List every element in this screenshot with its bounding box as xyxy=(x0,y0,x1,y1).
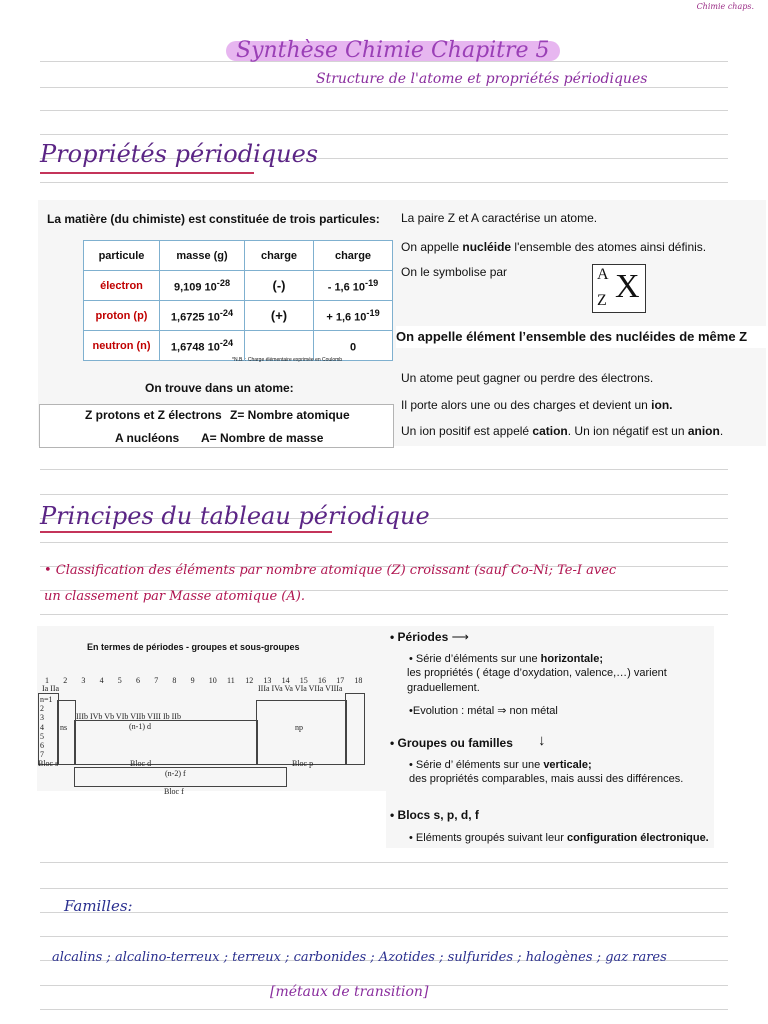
families-label: Familles: xyxy=(64,897,133,915)
section-heading-properties: Propriétés périodiques xyxy=(40,140,319,168)
group-number: 18 xyxy=(354,676,363,685)
group-number: 17 xyxy=(336,676,345,685)
particle-charge xyxy=(245,331,314,361)
classification-note-line2: un classement par Masse atomique (A). xyxy=(44,589,305,604)
group-number: 6 xyxy=(136,676,140,685)
table-row xyxy=(84,301,393,331)
atom-composition-box xyxy=(39,404,394,448)
page-title: Synthèse Chimie Chapitre 5 xyxy=(236,38,550,63)
mass-number-text: A= Nombre de masse xyxy=(201,431,324,445)
particle-name: proton (p) xyxy=(84,301,160,331)
bloc-d-label: Bloc d xyxy=(130,759,152,768)
page-subtitle: Structure de l'atome et propriétés périodiques xyxy=(316,71,648,87)
in-atom-caption: On trouve dans un atome: xyxy=(145,381,294,395)
pair-text: La paire Z et A caractérise un atome. xyxy=(401,211,598,225)
periodic-title: En termes de périodes - groupes et sous-groupes xyxy=(87,642,300,652)
period-number: 4 xyxy=(40,722,44,732)
particle-mass: 1,6725 $10^{-24}$ xyxy=(160,301,245,331)
d-block xyxy=(74,720,258,765)
classification-note-line1: • Classification des éléments par nombre atomique (Z) croissant (sauf Co-Ni; Te-I avec xyxy=(44,563,617,578)
noble-col xyxy=(345,693,365,765)
blocks-line1: • Eléments groupés suivant leur configuration électronique. xyxy=(409,832,709,844)
col-header: masse (g) xyxy=(160,241,245,271)
group-number: 9 xyxy=(190,676,195,685)
table-row xyxy=(84,271,393,301)
particle-name: électron xyxy=(84,271,160,301)
period-number: n=1 xyxy=(40,695,53,704)
element-definition: On appelle élément l’ensemble des nucléides de même Z xyxy=(396,326,766,348)
gain-electrons-text: Un atome peut gagner ou perdre des électrons. xyxy=(401,371,654,385)
group-number: 2 xyxy=(63,676,68,685)
particles-table xyxy=(83,240,393,361)
particle-mass: 1,6748 $10^{-24}$ xyxy=(160,331,245,361)
particle-charge: (-) xyxy=(245,271,314,301)
p-block xyxy=(256,700,347,765)
families-list: alcalins ; alcalino-terreux ; terreux ; carbonides ; Azotides ; sulfurides ; halogènes ; gaz rares xyxy=(52,950,667,965)
group-number: 3 xyxy=(81,676,86,685)
blocks-heading: • Blocs s, p, d, f xyxy=(390,808,479,822)
np-label: np xyxy=(295,723,303,732)
period-number: 3 xyxy=(40,713,44,723)
group-labels-right: IIIa IVa Va VIa VIIa VIIIa xyxy=(258,684,343,693)
group-number: 5 xyxy=(117,676,122,685)
n1d-label: (n-1) d xyxy=(129,722,151,731)
ns-label: ns xyxy=(60,723,68,732)
period-number: 7 xyxy=(40,750,44,760)
col-header: particule xyxy=(84,241,160,271)
col-header: charge xyxy=(245,241,314,271)
group-number: 15 xyxy=(299,676,308,685)
group-number: 7 xyxy=(154,676,159,685)
transition-metals-note: [métaux de transition] xyxy=(270,984,429,1000)
col-header: charge xyxy=(314,241,393,271)
particles-intro: La matière (du chimiste) est constituée de trois particules: xyxy=(47,212,380,226)
group-number: 8 xyxy=(172,676,177,685)
particle-mass: 9,109 $10^{-28}$ xyxy=(160,271,245,301)
nucleons-text: A nucléons xyxy=(115,431,180,445)
group-number: 16 xyxy=(318,676,326,685)
bloc-s-label: Bloc s xyxy=(38,759,59,768)
groups-line2: des propriétés comparables, mais aussi des différences. xyxy=(409,773,684,785)
group-number: 14 xyxy=(281,676,290,685)
ion-text: Il porte alors une ou des charges et devient un ion. xyxy=(401,398,673,412)
cation-anion-text: Un ion positif est appelé cation. Un ion négatif est un anion. xyxy=(401,424,724,438)
group-number: 10 xyxy=(208,676,217,685)
nuclide-symbol: A Z X xyxy=(592,264,646,313)
bloc-f-label: Bloc f xyxy=(164,787,184,796)
periods-evolution: •Evolution : métal ⇒ non métal xyxy=(409,705,558,717)
n2f-label: (n-2) f xyxy=(165,769,186,778)
corner-note: Chimie chaps. xyxy=(696,2,754,11)
groups-line1: • Série d’ éléments sur une verticale; xyxy=(409,759,592,771)
period-number: 2 xyxy=(40,704,44,714)
down-arrow-icon: ↓ xyxy=(538,732,546,749)
periods-heading: • Périodes ⟶ xyxy=(390,630,469,644)
table-footnote: *N.B. : Charge élémentaire exprimée en Coulomb xyxy=(232,357,343,363)
atomic-number-text: Z= Nombre atomique xyxy=(230,408,350,422)
group-number: 4 xyxy=(99,676,104,685)
heading-underline xyxy=(40,172,254,174)
protons-electrons-text: Z protons et Z électrons xyxy=(85,408,222,422)
group-number: 1 xyxy=(45,676,49,685)
symbolise-text: On le symbolise par xyxy=(401,265,508,279)
periods-line1: • Série d’éléments sur une horizontale; xyxy=(409,653,603,665)
group-number: 12 xyxy=(245,676,254,685)
groups-heading: • Groupes ou familles xyxy=(390,736,513,750)
sub-group-labels: IIIb IVb Vb VIb VIIb VIII Ib IIb xyxy=(76,712,181,721)
particle-charge-value: 0 xyxy=(314,331,393,361)
table-row xyxy=(84,331,393,361)
period-number: 6 xyxy=(40,741,44,750)
nuclide-definition: On appelle nucléide l'ensemble des atomes ainsi définis. xyxy=(401,240,707,254)
table-header-row xyxy=(84,241,393,271)
particle-charge-value: - 1,6 $10^{-19}$ xyxy=(314,271,393,301)
bloc-p-label: Bloc p xyxy=(292,759,314,768)
group-number: 13 xyxy=(263,676,272,685)
particle-charge-value: + 1,6 $10^{-19}$ xyxy=(314,301,393,331)
periods-line2: les propriétés ( étage d’oxydation, valence,…) varient xyxy=(407,667,667,679)
particle-charge: (+) xyxy=(245,301,314,331)
section-heading-principles: Principes du tableau périodique xyxy=(40,502,430,530)
periods-line3: graduellement. xyxy=(407,682,480,694)
particle-name: neutron (n) xyxy=(84,331,160,361)
group-number: 11 xyxy=(227,676,235,685)
group-labels-left: Ia IIa xyxy=(42,684,60,693)
period-number: 5 xyxy=(40,731,44,741)
heading-underline xyxy=(40,531,332,533)
